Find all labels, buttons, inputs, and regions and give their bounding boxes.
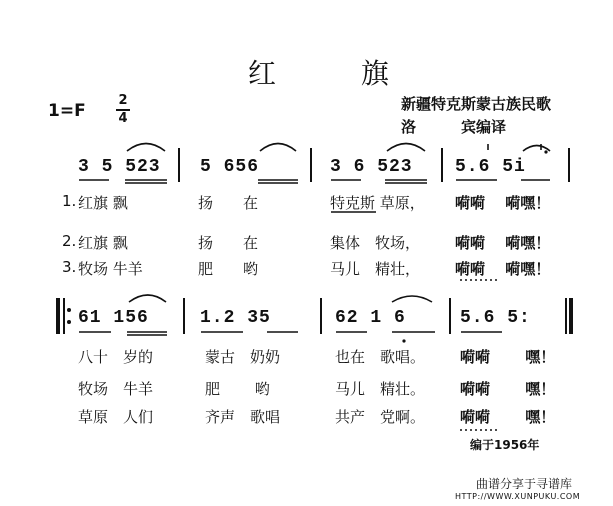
measure-8-notes: 5.6 5:: [460, 308, 531, 328]
lyric-line: 齐声 歌唱: [205, 408, 281, 426]
lyric-line: 嗬嗬 嘿！: [460, 408, 556, 426]
time-signature-top: 2: [118, 93, 128, 108]
verse-2-number: 2.: [62, 232, 77, 250]
lyric-line: 八十 岁的: [78, 348, 154, 366]
verse-1-number: 1.: [62, 192, 77, 210]
measure-4-notes: 5.6 5i: [455, 157, 526, 177]
octave-dot: [402, 339, 405, 342]
lyric-line: 肥 哟: [198, 260, 259, 278]
octave-dot: [544, 150, 547, 153]
key-signature: 1=F: [48, 101, 86, 121]
composition-date: 编于1956年: [470, 438, 540, 452]
lyric-line: 扬 在: [198, 194, 259, 212]
slur: [523, 146, 550, 152]
measure-7-notes: 62 1 6: [335, 308, 406, 328]
slur: [392, 296, 432, 302]
lyric-line: 集体 牧场，: [330, 234, 421, 252]
slur: [260, 144, 296, 152]
lyric-line: 肥 哟: [205, 380, 270, 398]
lyric-line: 扬 在: [198, 234, 259, 252]
lyric-line: 嗬嗬 嗬嘿！: [455, 234, 551, 252]
lyric-line: 牧场 牛羊: [78, 260, 143, 278]
watermark-url[interactable]: HTTP://WWW.XUNPUKU.COM: [455, 492, 581, 501]
measure-1-notes: 3 5 523: [78, 157, 161, 177]
measure-3-notes: 3 6 523: [330, 157, 413, 177]
lyric-line: 嗬嗬 嗬嘿！: [455, 260, 551, 278]
lyric-line: 马儿 精壮。: [335, 380, 426, 398]
measure-5-notes: 61 156: [78, 308, 149, 328]
lyric-line: 也在 歌唱。: [335, 348, 426, 366]
lyric-line: 红旗 飘: [78, 234, 128, 252]
slur: [127, 144, 165, 152]
lyric-line: 草原 人们: [78, 408, 154, 426]
lyric-line: 嗬嗬 嘿！: [460, 348, 556, 366]
lyric-line: 马儿 精壮，: [330, 260, 421, 278]
lyric-line: 特克斯 草原，: [330, 194, 425, 212]
song-title: 红 旗: [248, 57, 427, 90]
time-signature-bottom: 4: [118, 110, 128, 126]
arranger-credit: 洛 宾编译: [401, 118, 507, 136]
song-origin: 新疆特克斯蒙古族民歌: [401, 95, 552, 113]
verse-3-number: 3.: [62, 258, 77, 276]
lyric-line: 嗬嗬 嘿！: [460, 380, 556, 398]
lyric-line: 共产 党啊。: [335, 408, 426, 426]
slur: [387, 144, 425, 152]
watermark-title: 曲谱分享于寻谱库: [476, 477, 573, 491]
lyric-line: 红旗 飘: [78, 194, 128, 212]
measure-2-notes: 5 656: [200, 157, 260, 177]
lyric-line: 牧场 牛羊: [78, 380, 154, 398]
slur: [129, 295, 166, 302]
lyric-line: 嗬嗬 嗬嘿！: [455, 194, 551, 212]
lyric-line: 蒙古 奶奶: [205, 348, 281, 366]
measure-6-notes: 1.2 35: [200, 308, 271, 328]
